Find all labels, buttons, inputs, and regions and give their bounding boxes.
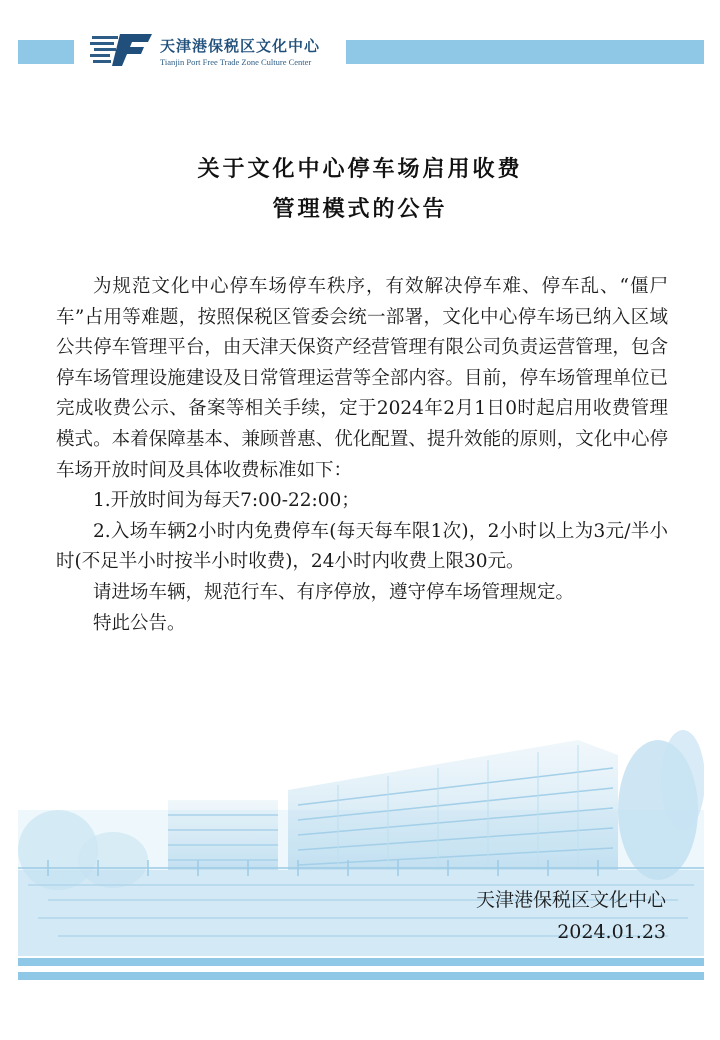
signature-date: 2024.01.23 [557, 921, 666, 943]
logo [90, 30, 340, 74]
header-band-right [346, 40, 704, 64]
notice-title-line1: 关于文化中心停车场启用收费 [197, 156, 523, 182]
notice-paragraph-closing: 请进场车辆，规范行车、有序停放，遵守停车场管理规定。 [93, 581, 575, 603]
logo-name-en: Tianjin Port Free Trade Zone Culture Center [160, 57, 312, 67]
notice-title-line2: 管理模式的公告 [272, 196, 448, 222]
notice-body [56, 272, 668, 639]
footer-band-1 [18, 958, 704, 966]
notice-ending: 特此公告。 [93, 612, 186, 634]
header-band-left [18, 40, 74, 64]
notice-paragraph-intro: 为规范文化中心停车场停车秩序，有效解决停车难、停车乱、“僵尸车”占用等难题，按照保税区管委会统一部署，文化中心停车场已纳入区域公共停车管理平台，由天津天保资产经营管理有限公司负责运营管理，包含停车场管理设施建设及日常管理运营等全部内容。目前，停车场管理单位已完成收费公示、备案等相关手续，定于2024年2月1日0时起启用收费管理模式。本着保障基本、兼顾普惠、优化配置、提升效能的原则，文化中心停车场开放时间及具体收费标准如下： [56, 276, 668, 481]
notice-item-opening-hours: 1.开放时间为每天7:00-22:00； [93, 490, 360, 512]
logo-name-cn: 天津港保税区文化中心 [160, 37, 321, 55]
notice-item-fees: 2.入场车辆2小时内免费停车(每天每车限1次)，2小时以上为3元/半小时(不足半小时按半小时收费)，24小时内收费上限30元。 [56, 520, 668, 573]
logo-emblem-icon [90, 30, 154, 70]
signature-block [476, 884, 666, 948]
signature-organization: 天津港保税区文化中心 [475, 889, 666, 911]
footer-band-2 [18, 972, 704, 980]
